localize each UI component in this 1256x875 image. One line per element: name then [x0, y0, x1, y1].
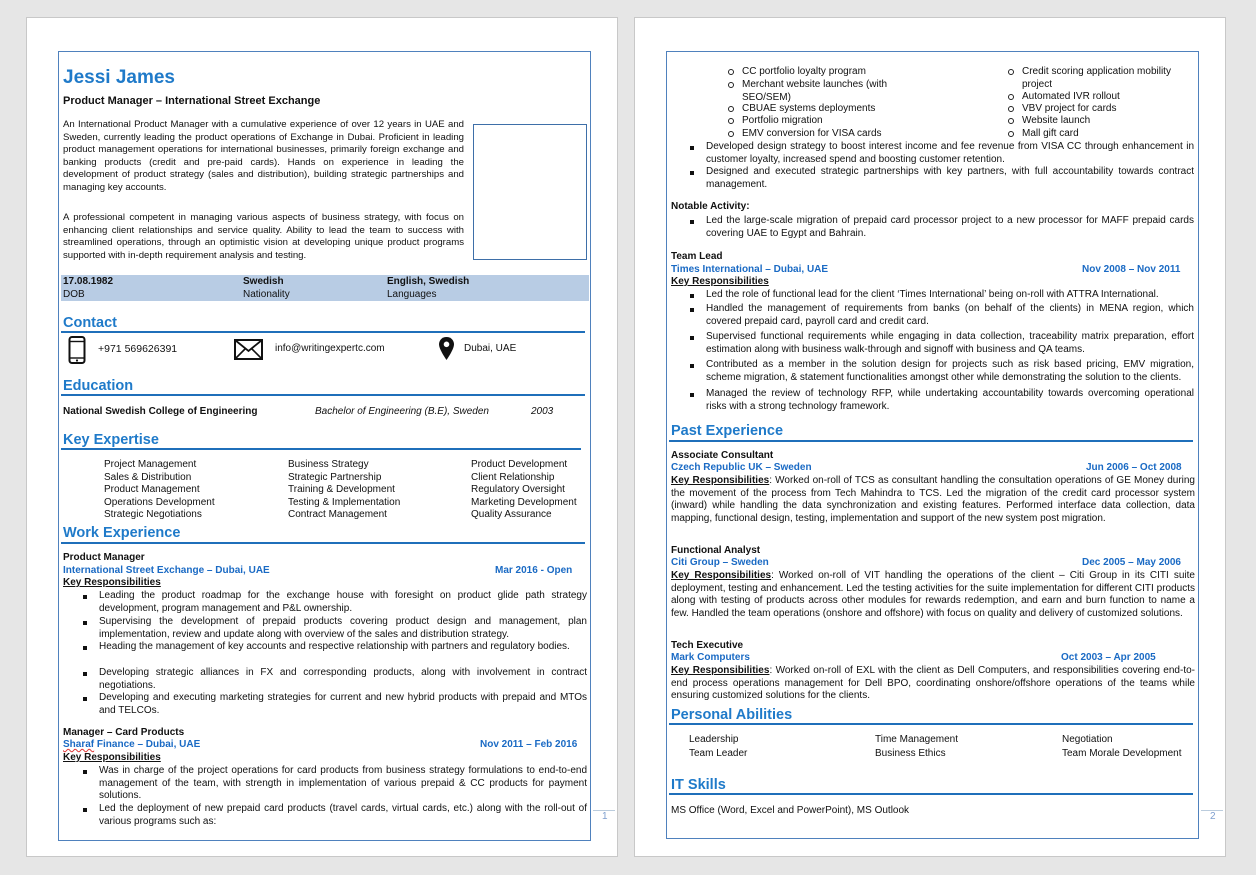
past-responsibilities-label: Key Responsibilities — [671, 665, 770, 676]
program-item: CBUAE systems deployments — [742, 103, 876, 114]
it-skills-heading: IT Skills — [671, 777, 726, 793]
bullet-marker — [690, 294, 694, 298]
job1-bullet-text: Developing and executing marketing strategies for current and new hybrid products with prepaid and MTOs and TELCOs. — [99, 692, 587, 716]
bullet-marker — [83, 697, 87, 701]
ability-item: Business Ethics — [875, 748, 946, 759]
past-description — [671, 665, 1195, 703]
nationality-label: Nationality — [243, 289, 290, 300]
circle-bullet — [728, 118, 734, 124]
education-heading: Education — [63, 378, 134, 394]
notable-bullet-text: Led the large-scale migration of prepaid card processor project to a new processor for MAFF prepaid cards covering UAE to Egypt and Bahrain. — [706, 215, 1194, 239]
job2-company-location: Finance – Dubai, UAE — [94, 739, 201, 750]
past-company: Czech Republic UK – Sweden — [671, 462, 812, 473]
job2-dates: Nov 2011 – Feb 2016 — [480, 739, 578, 750]
past-responsibilities-label: Key Responsibilities — [671, 475, 770, 486]
past-experience-heading: Past Experience — [671, 423, 784, 439]
past-company: Citi Group – Sweden — [671, 557, 769, 568]
job3-bullet-text: Managed the review of technology RFP, while undertaking accountability towards overcoming operational risks with a strong technology framework. — [706, 388, 1194, 412]
job1-role: Product Manager — [63, 552, 145, 563]
past-dates: Dec 2005 – May 2006 — [1082, 557, 1181, 568]
personal-info-band — [61, 275, 589, 301]
past-description — [671, 570, 1195, 620]
job1-responsibilities-label: Key Responsibilities — [63, 577, 161, 588]
program-item: Merchant website launches (with SEO/SEM) — [742, 79, 888, 103]
expertise-item: Strategic Partnership — [288, 471, 382, 483]
bullet-marker — [690, 146, 694, 150]
job2-company — [63, 739, 200, 752]
ability-item: Team Morale Development — [1062, 748, 1182, 759]
nationality-value: Swedish — [243, 276, 284, 287]
past-dates: Oct 2003 – Apr 2005 — [1061, 652, 1156, 663]
key-expertise-rule — [61, 448, 581, 450]
expertise-item: Regulatory Oversight — [471, 484, 565, 496]
expertise-item: Marketing Development — [471, 496, 577, 508]
job1-dates: Mar 2016 - Open — [495, 565, 573, 576]
education-year: 2003 — [531, 406, 554, 417]
program-item: CC portfolio loyalty program — [742, 66, 866, 77]
email-address[interactable]: info@writingexpertc.com — [275, 343, 385, 354]
job1-bullet-text: Heading the management of key accounts and respective relationship with partners and regulatory bodies. — [99, 641, 570, 652]
expertise-item: Product Management — [104, 484, 200, 496]
job2-role: Manager – Card Products — [63, 727, 185, 738]
expertise-item: Quality Assurance — [471, 509, 552, 521]
past-role: Associate Consultant — [671, 450, 774, 461]
job2-responsibilities-label: Key Responsibilities — [63, 752, 161, 763]
page-1 — [26, 17, 618, 857]
past-description-text: : Worked on-roll of TCS as consultant handling the consultation operations of GE Money during the movement of the process from Tech Mahindra to TCS. Led the migration of the credit card processor system (inward) while handling the data synchronization and existing features. Performed interface data collection, data mapping, functional design, testing, implementation and support of the new system post migration. — [671, 475, 1195, 524]
ability-item: Negotiation — [1062, 734, 1113, 745]
circle-bullet — [1008, 69, 1014, 75]
past-description — [671, 475, 1195, 525]
circle-bullet — [1008, 131, 1014, 137]
education-school: National Swedish College of Engineering — [63, 406, 258, 417]
job3-bullet-text: Led the role of functional lead for the client ‘Times International’ being on-roll with ATTRA International. — [706, 289, 1159, 300]
notable-activity-heading: Notable Activity: — [671, 201, 750, 212]
bullet-marker — [690, 364, 694, 368]
circle-bullet — [1008, 118, 1014, 124]
work-experience-rule — [61, 542, 585, 544]
p2-top-bullet-text: Developed design strategy to boost interest income and fee revenue from VISA CC through enhancement in customer loyalty, increased spend and boosting customer retention. — [706, 141, 1194, 165]
job3-bullet-text: Handled the management of requirements from banks (on behalf of the clients) in MENA region, which covered prepaid card, payroll card and credit card. — [706, 303, 1194, 327]
contact-rule — [61, 331, 585, 333]
p2-top-bullet-text: Designed and executed strategic partnerships with key partners, with full accountability towards contract management. — [706, 166, 1194, 190]
phone-icon — [68, 336, 86, 364]
circle-bullet — [728, 82, 734, 88]
candidate-name: Jessi James — [63, 67, 175, 88]
bullet-marker — [690, 220, 694, 224]
personal-abilities-rule — [669, 723, 1193, 725]
bullet-marker — [690, 336, 694, 340]
key-expertise-heading: Key Expertise — [63, 432, 159, 448]
expertise-item: Project Management — [104, 459, 197, 470]
bullet-marker — [83, 672, 87, 676]
job1-company: International Street Exchange – Dubai, UAE — [63, 565, 270, 576]
program-item: VBV project for cards — [1022, 103, 1117, 114]
contact-heading: Contact — [63, 315, 117, 331]
candidate-title: Product Manager – International Street Exchange — [63, 95, 321, 107]
languages-value: English, Swedish — [387, 276, 470, 287]
bullet-marker — [83, 646, 87, 650]
program-item: Mall gift card — [1022, 128, 1079, 139]
ability-item: Time Management — [875, 734, 958, 745]
past-description-text: : Worked on-roll of VIT handling the operations of the client – Citi Group in its CITI suite deployment, testing and enhancement. Led the testing activities for the suite implementation for different CITI products along with testing of products across other modules for rewards redemption, and earn and burn function to name a few. Handled the team operations (onshore and offshore) with focus on quality and delivery of customized solutions. — [671, 570, 1195, 619]
job3-company: Times International – Dubai, UAE — [671, 264, 829, 275]
it-skills-rule — [669, 793, 1193, 795]
location: Dubai, UAE — [464, 343, 517, 354]
past-role: Tech Executive — [671, 640, 744, 651]
job3-dates: Nov 2008 – Nov 2011 — [1082, 264, 1181, 275]
personal-abilities-heading: Personal Abilities — [671, 707, 793, 723]
summary-paragraph-2: A professional competent in managing various aspects of business strategy, with focus on enhancing client relationships and service quality. Ability to lead the team to success with streamlined operations, through an optimistic vision at developing unique product programs supported with in-depth requirement analysis and testing. — [63, 212, 464, 261]
job2-bullet-text: Was in charge of the project operations for card products from business strategy formulations to end-to-end management of the team, with strength in implementation of various prepaid & CC products for payment solutions. — [99, 765, 587, 802]
expertise-item: Operations Development — [104, 496, 215, 508]
program-item: Automated IVR rollout — [1022, 91, 1120, 102]
languages-label: Languages — [387, 289, 437, 300]
circle-bullet — [728, 69, 734, 75]
page-number: 2 — [1210, 811, 1216, 822]
job2-bullet-text: Led the deployment of new prepaid card products (travel cards, virtual cards, etc.) along with the roll-out of various programs such as: — [99, 803, 587, 827]
education-degree: Bachelor of Engineering (B.E), Sweden — [315, 406, 489, 417]
it-skills-text: MS Office (Word, Excel and PowerPoint), MS Outlook — [671, 805, 910, 816]
program-item: EMV conversion for VISA cards — [742, 128, 882, 139]
job1-bullet-text: Leading the product roadmap for the exchange house with foresight on product glide path strategy development, program management and P&L ownership. — [99, 590, 587, 614]
phone-number: +971 569626391 — [98, 343, 178, 355]
past-role: Functional Analyst — [671, 545, 761, 556]
ability-item: Team Leader — [689, 748, 748, 759]
expertise-item: Contract Management — [288, 509, 387, 521]
expertise-item: Sales & Distribution — [104, 471, 192, 483]
program-item: Website launch — [1022, 115, 1091, 126]
job1-bullet-text: Developing strategic alliances in FX and corresponding products, along with involvement in contract negotiations. — [99, 667, 587, 691]
circle-bullet — [728, 131, 734, 137]
circle-bullet — [1008, 106, 1014, 112]
photo-placeholder — [473, 124, 587, 260]
bullet-marker — [690, 308, 694, 312]
job3-responsibilities-label: Key Responsibilities — [671, 276, 769, 287]
past-experience-rule — [669, 440, 1193, 442]
past-company: Mark Computers — [671, 652, 750, 663]
expertise-item: Testing & Implementation — [288, 496, 401, 508]
page-number: 1 — [602, 811, 608, 822]
expertise-item: Product Development — [471, 459, 568, 470]
bullet-marker — [83, 770, 87, 774]
past-description-text: : Worked on-roll of EXL with the client as Dell Computers, and responsibilities covering end-to-end process operations management for Dell BPO, coordinating onshore/offshore operations of the teams while ensuring customized solutions for the clients. — [671, 665, 1195, 702]
circle-bullet — [1008, 94, 1014, 100]
expertise-item: Client Relationship — [471, 471, 555, 483]
location-pin-icon — [438, 336, 455, 361]
ability-item: Leadership — [689, 734, 739, 745]
job1-bullet-text: Supervising the development of prepaid products covering product design and management, plan implementation, review and update along with overview of the sales and distribution strategy. — [99, 616, 587, 640]
dob-label: DOB — [63, 289, 85, 300]
job3-bullet-text: Contributed as a member in the solution design for projects such as risk based pricing, EMV migration, scheme migration, & statement functionalities amongst other while demonstrating the solution to the clients. — [706, 359, 1194, 383]
past-dates: Jun 2006 – Oct 2008 — [1086, 462, 1182, 473]
bullet-marker — [83, 808, 87, 812]
job3-bullet-text: Supervised functional requirements while engaging in data collection, traceability matrix preparation, effort estimation along with business walk-through and signoff with business and QA teams. — [706, 331, 1194, 355]
page-2 — [634, 17, 1226, 857]
work-experience-heading: Work Experience — [63, 525, 181, 541]
envelope-icon — [234, 339, 263, 360]
expertise-item: Business Strategy — [288, 459, 369, 470]
job2-company-name: Sharaf — [63, 739, 95, 750]
bullet-marker — [690, 393, 694, 397]
circle-bullet — [728, 106, 734, 112]
bullet-marker — [83, 621, 87, 625]
bullet-marker — [83, 595, 87, 599]
education-rule — [61, 394, 585, 396]
expertise-item: Training & Development — [288, 484, 395, 496]
job3-role: Team Lead — [671, 251, 723, 262]
expertise-item: Strategic Negotiations — [104, 509, 202, 521]
program-item: Credit scoring application mobility project — [1022, 66, 1171, 90]
past-responsibilities-label: Key Responsibilities — [671, 570, 772, 581]
program-item: Portfolio migration — [742, 115, 823, 126]
dob-value: 17.08.1982 — [63, 276, 114, 287]
summary-paragraph-1: An International Product Manager with a cumulative experience of over 12 years in UAE and Sweden, currently leading the product operations of Exchange in Dubai. Proficient in leading product management operations for international businesses, primarily foreign exchange and banking products (credit and pre-paid cards). Hands on experience in leading the development of product strategy (sales and distribution), building strategic partnerships and managing key accounts. — [63, 119, 464, 193]
bullet-marker — [690, 171, 694, 175]
